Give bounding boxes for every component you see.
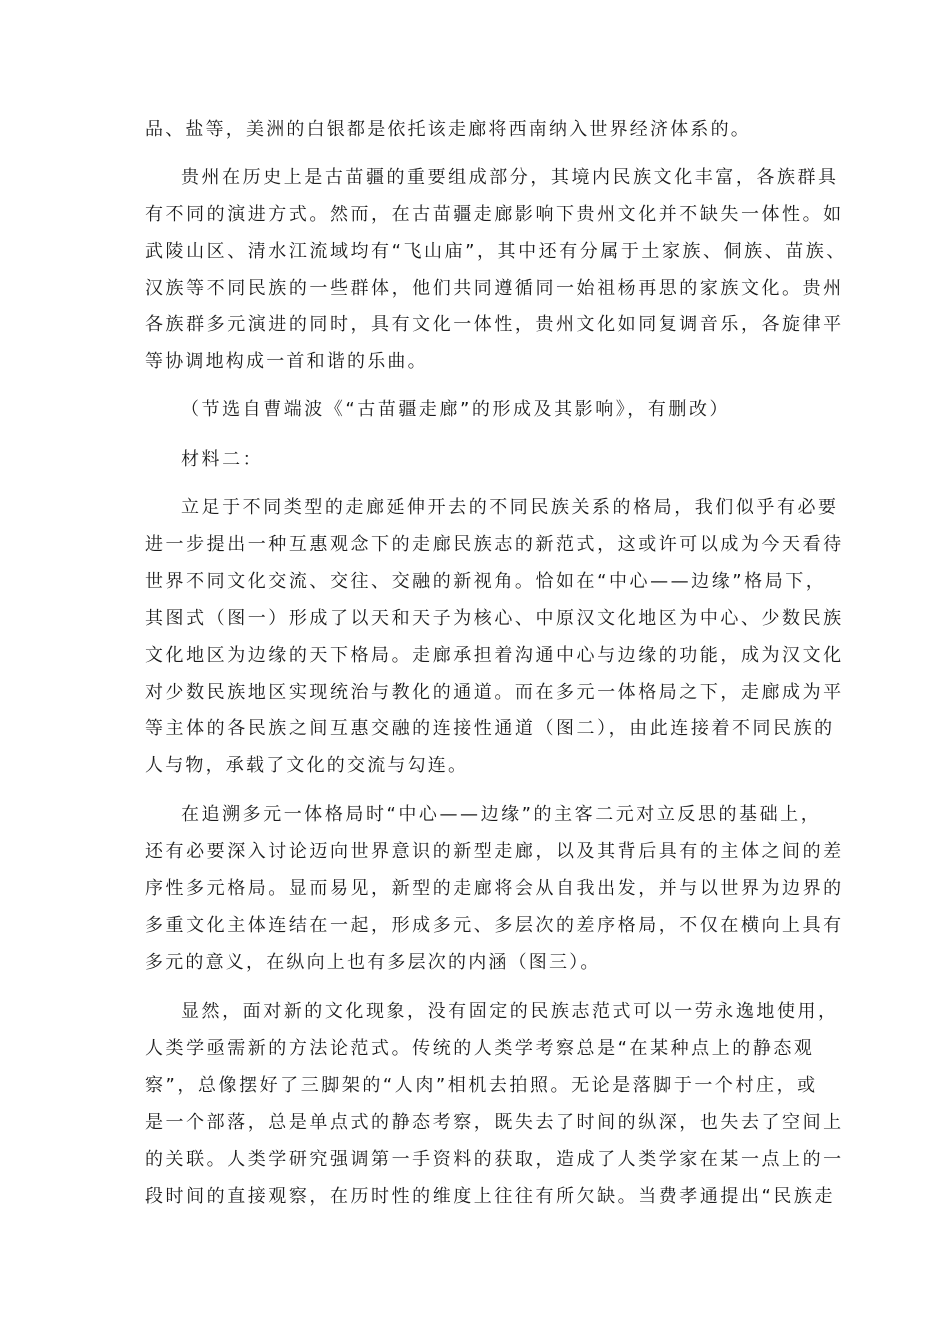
text-line: 在追溯多元一体格局时“中心——边缘”的主客二元对立反思的基础上， <box>181 804 822 825</box>
text-line: 等主体的各民族之间互惠交融的连接性通道（图二），由此连接着不同民族的 <box>145 718 835 739</box>
text-line: 汉族等不同民族的一些群体，他们共同遵循同一始祖杨再思的家族文化。贵州 <box>145 278 844 299</box>
text-line: 品、盐等，美洲的白银都是依托该走廊将西南纳入世界经济体系的。 <box>145 119 751 140</box>
text-line: 世界不同文化交流、交往、交融的新视角。恰如在“中心——边缘”格局下， <box>145 571 827 592</box>
source-citation: （节选自曹端波《“古苗疆走廊”的形成及其影响》，有删改） <box>181 399 731 420</box>
text-line: 立足于不同类型的走廊延伸开去的不同民族关系的格局，我们似乎有必要 <box>181 497 839 518</box>
text-line: 贵州在历史上是古苗疆的重要组成部分，其境内民族文化丰富，各族群具 <box>181 167 839 188</box>
text-line: 察”，总像摆好了三脚架的“人肉”相机去拍照。无论是落脚于一个村庄，或 <box>145 1075 818 1096</box>
text-line: 等协调地构成一首和谐的乐曲。 <box>145 351 428 372</box>
text-line: 是一个部落，总是单点式的静态考察，既失去了时间的纵深，也失去了空间上 <box>145 1112 844 1133</box>
text-line: 各族群多元演进的同时，具有文化一体性，贵州文化如同复调音乐，各旋律平 <box>145 314 844 335</box>
text-line: 人与物，承载了文化的交流与勾连。 <box>145 755 469 776</box>
text-line: 还有必要深入讨论迈向世界意识的新型走廊，以及其背后具有的主体之间的差 <box>145 841 844 862</box>
text-line: 多元的意义，在纵向上也有多层次的内涵（图三）。 <box>145 952 601 973</box>
text-line: 段时间的直接观察，在历时性的维度上往往有所欠缺。当费孝通提出“民族走 <box>145 1186 836 1207</box>
section-heading: 材料二： <box>181 449 264 470</box>
text-line: 序性多元格局。显而易见，新型的走廊将会从自我出发，并与以世界为边界的 <box>145 878 844 899</box>
text-line: 其图式（图一）形成了以天和天子为核心、中原汉文化地区为中心、少数民族 <box>145 608 844 629</box>
text-line: 多重文化主体连结在一起，形成多元、多层次的差序格局，不仅在横向上具有 <box>145 915 844 936</box>
text-line: 的关联。人类学研究强调第一手资料的获取，造成了人类学家在某一点上的一 <box>145 1149 844 1170</box>
text-line: 武陵山区、清水江流域均有“飞山庙”，其中还有分属于土家族、侗族、苗族、 <box>145 241 847 262</box>
text-line: 进一步提出一种互惠观念下的走廊民族志的新范式，这或许可以成为今天看待 <box>145 534 844 555</box>
text-line: 对少数民族地区实现统治与教化的通道。而在多元一体格局之下，走廊成为平 <box>145 682 844 703</box>
text-line: 文化地区为边缘的天下格局。走廊承担着沟通中心与边缘的功能，成为汉文化 <box>145 645 844 666</box>
text-line: 有不同的演进方式。然而，在古苗疆走廊影响下贵州文化并不缺失一体性。如 <box>145 204 844 225</box>
text-line: 显然，面对新的文化现象，没有固定的民族志范式可以一劳永逸地使用， <box>181 1001 839 1022</box>
text-line: 人类学亟需新的方法论范式。传统的人类学考察总是“在某种点上的静态观 <box>145 1038 815 1059</box>
